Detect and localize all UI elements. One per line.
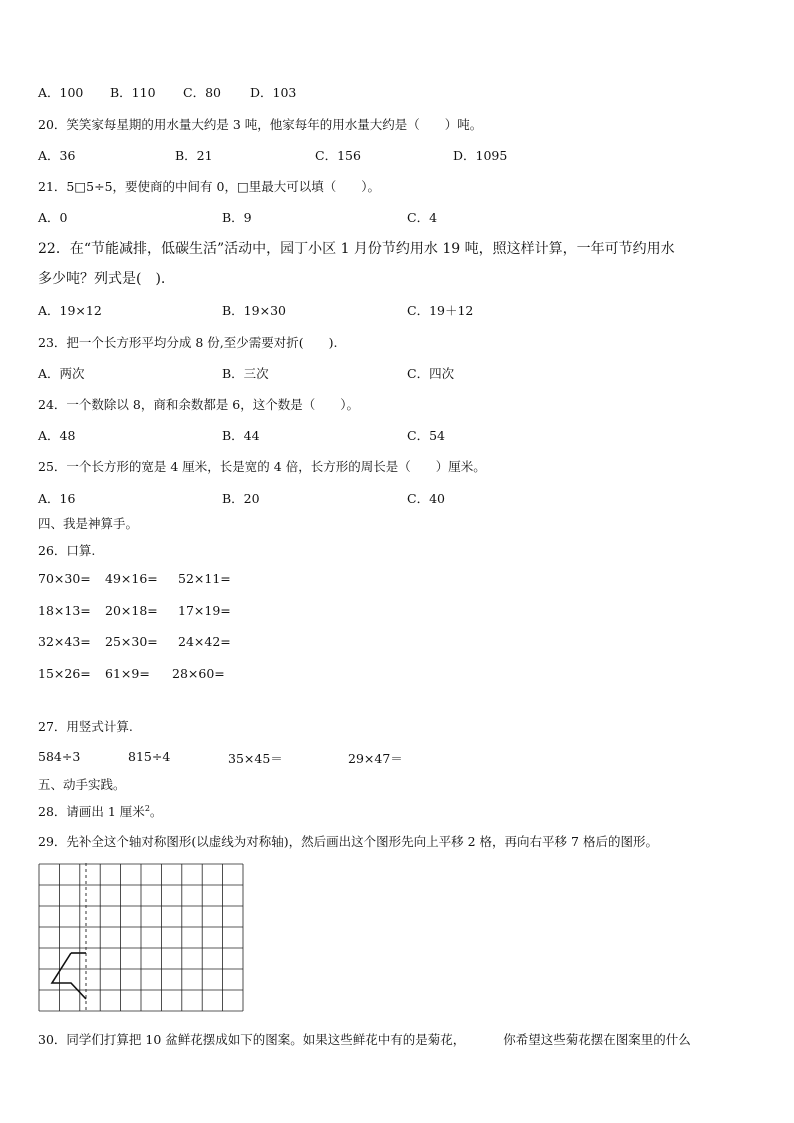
q22-option-a: A．19×12	[38, 303, 102, 318]
q25-stem: 25．一个长方形的宽是 4 厘米，长是宽的 4 倍，长方形的周长是（ ）厘米。	[38, 459, 486, 474]
q26-item: 17×19=	[178, 603, 231, 618]
q23-option-a: A．两次	[38, 366, 85, 381]
q28-superscript: 2	[144, 803, 150, 813]
q23-option-b: B．三次	[222, 366, 269, 381]
q21-option-b: B．9	[222, 210, 252, 225]
q26-item: 61×9=	[105, 666, 150, 681]
q19-option-c: C．80	[183, 85, 221, 100]
q28-end: 。	[149, 804, 163, 819]
q28-text: 28．请画出 1 厘米	[38, 804, 145, 819]
q22-stem-line1: 22．在“节能减排，低碳生活”活动中，园丁小区 1 月份节约用水 19 吨，照这样计算，一年可节约用水	[38, 241, 675, 257]
q23-option-c: C．四次	[407, 366, 455, 381]
q26-item: 24×42=	[178, 634, 231, 649]
q24-option-c: C．54	[407, 428, 445, 443]
q29-grid-svg	[38, 863, 244, 1015]
q26-item: 20×18=	[105, 603, 158, 618]
q26-stem: 26．口算.	[38, 543, 96, 558]
q20-option-a: A．36	[38, 148, 76, 163]
q20-option-d: D．1095	[453, 148, 508, 163]
q26-item: 25×30=	[105, 634, 158, 649]
q27-item: 29×47＝	[348, 751, 403, 766]
q21-option-a: A．0	[38, 210, 68, 225]
q30-stem-a: 30．同学们打算把 10 盆鲜花摆成如下的图案。如果这些鲜花中有的是菊花，	[38, 1032, 466, 1047]
q26-item: 52×11=	[178, 571, 231, 586]
q27-item: 584÷3	[38, 749, 81, 764]
q21-option-c: C．4	[407, 210, 438, 225]
section-4-heading: 四、我是神算手。	[38, 516, 139, 531]
q26-item: 70×30=	[38, 571, 91, 586]
q28-stem	[38, 802, 162, 820]
q30-stem-b: 你希望这些菊花摆在图案里的什么	[503, 1032, 691, 1047]
q19-option-a: A．100	[38, 85, 84, 100]
q29-stem: 29．先补全这个轴对称图形(以虚线为对称轴)，然后画出这个图形先向上平移 2 格，再向右平移 7 格后的图形。	[38, 834, 658, 849]
q22-option-c: C．19＋12	[407, 303, 474, 318]
q23-stem: 23．把一个长方形平均分成 8 份,至少需要对折( ).	[38, 335, 338, 350]
q20-option-b: B．21	[175, 148, 213, 163]
q25-option-b: B．20	[222, 491, 260, 506]
q27-item: 815÷4	[128, 749, 171, 764]
q19-option-b: B．110	[110, 85, 156, 100]
q21-stem: 21．5□5÷5，要使商的中间有 0，□里最大可以填（ ）。	[38, 179, 381, 194]
q25-option-c: C．40	[407, 491, 445, 506]
q24-option-a: A．48	[38, 428, 76, 443]
q29-grid-figure	[38, 863, 244, 1018]
half-figure-shape	[52, 953, 86, 999]
q26-item: 18×13=	[38, 603, 91, 618]
q26-item: 32×43=	[38, 634, 91, 649]
section-5-heading: 五、动手实践。	[38, 777, 126, 792]
q26-item: 28×60=	[172, 666, 225, 681]
q20-option-c: C．156	[315, 148, 361, 163]
q26-item: 49×16=	[105, 571, 158, 586]
q24-option-b: B．44	[222, 428, 260, 443]
q26-item: 15×26=	[38, 666, 91, 681]
q22-option-b: B．19×30	[222, 303, 286, 318]
q25-option-a: A．16	[38, 491, 76, 506]
q19-option-d: D．103	[250, 85, 297, 100]
q30-stem	[38, 1030, 691, 1048]
q24-stem: 24．一个数除以 8，商和余数都是 6，这个数是（ ）。	[38, 397, 360, 412]
q20-stem: 20．笑笑家每星期的用水量大约是 3 吨，他家每年的用水量大约是（ ）吨。	[38, 117, 483, 132]
q27-item: 35×45＝	[228, 751, 283, 766]
q27-stem: 27．用竖式计算.	[38, 719, 133, 734]
q22-stem-line2: 多少吨？列式是( ).	[38, 271, 166, 287]
grid-lines	[39, 864, 243, 1011]
